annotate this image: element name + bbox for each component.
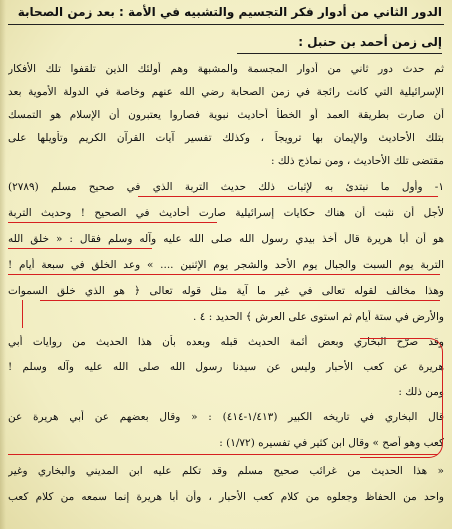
text-line: وهذا مخالف لقوله تعالى في غير ما آية مثل قوله تعالى ﴿ هو الذي خلق السموات bbox=[8, 285, 444, 297]
text-line: ١- وأول ما نبتدئ به لإثبات ذلك حديث التربة الذي في صحيح مسلم (٢٧٨٩) bbox=[8, 181, 444, 193]
red-underline bbox=[138, 196, 438, 197]
red-underline bbox=[40, 300, 440, 301]
text-line: لأجل أن نثبت أن هناك حكايات إسرائيلية صارت أحاديث في الصحيح ! وحديث التربة bbox=[8, 207, 444, 219]
text-line: مقتضى تلك الأحاديث ، ومن نماذج ذلك : bbox=[270, 155, 444, 167]
text-line: قال البخاري في تاريخه الكبير (١/٤١٣-٤١٤) : « وقال بعضهم عن أبي هريرة عن bbox=[8, 411, 444, 423]
text-line: « هذا الحديث من غرائب صحيح مسلم وقد تكلم عليه ابن المديني والبخاري وغير bbox=[8, 465, 444, 477]
page-edge-shadow bbox=[0, 0, 6, 529]
text-line: والأرض في ستة أيام ثم استوى على العرش ﴾ الحديد : ٤ . bbox=[193, 311, 444, 323]
text-line: التربة يوم السبت والجبال يوم الأحد والشجر يوم الإثنين .... » وعد الخلق في سبعة أيام ! bbox=[8, 259, 444, 271]
text-line: أن صارت بطريقة العمد أو الخطأ أحاديث نبوية فصاروا يعتبرون أن الإسلام هو التمسك bbox=[8, 109, 444, 121]
red-bracket bbox=[360, 338, 443, 458]
text-line: الإسرائيلية التي كانت رائجة في زمن الصحابة رضي الله عنهم وخاصة في الدولة الأموية بعد bbox=[8, 86, 444, 98]
red-mark bbox=[22, 300, 23, 328]
text-line: هو أن أبا هريرة قال أخذ بيدي رسول الله صلى الله عليه وآله وسلم فقال : « خلق الله bbox=[8, 233, 444, 245]
text-line: بتلك الأحاديث والإيمان بها ترويجاً ، وكذلك تفسير آيات القرآن الكريم وتأويلها على bbox=[8, 132, 444, 144]
heading-underline bbox=[8, 24, 444, 25]
text-line: واحد من الحفاظ وجعلوه من كلام كعب الأحبار ، وأن أبا هريرة إنما سمعه من كلام كعب bbox=[8, 491, 444, 503]
text-line: ومن ذلك : bbox=[398, 386, 444, 398]
red-underline bbox=[8, 454, 438, 455]
text-line: ثم حدث دور ثاني من أدوار المجسمة والمشبهة وهم أولئك الذين تلقفوا تلك الأفكار bbox=[8, 63, 444, 75]
text-line: وقد صرّح البخاري وبعض أئمة الحديث قبله وبعده بأن هذا الحديث من روايات أبي bbox=[8, 336, 444, 348]
text-line: هريرة عن كعب الأحبار وليس عن سيدنا رسول الله صلى الله عليه وآله وسلم ! bbox=[8, 361, 444, 373]
subheading-underline bbox=[237, 53, 442, 54]
section-subheading: إلى زمن أحمد بن حنبل : bbox=[298, 35, 442, 49]
red-underline bbox=[8, 248, 152, 249]
red-underline bbox=[8, 274, 440, 275]
red-underline bbox=[8, 222, 217, 223]
text-line: كعب وهو أصح » وقال ابن كثير في تفسيره (١/٧٢) : bbox=[219, 437, 444, 449]
section-heading: الدور الثاني من أدوار فكر التجسيم والتشبيه في الأمة : بعد زمن الصحابة bbox=[17, 5, 442, 19]
